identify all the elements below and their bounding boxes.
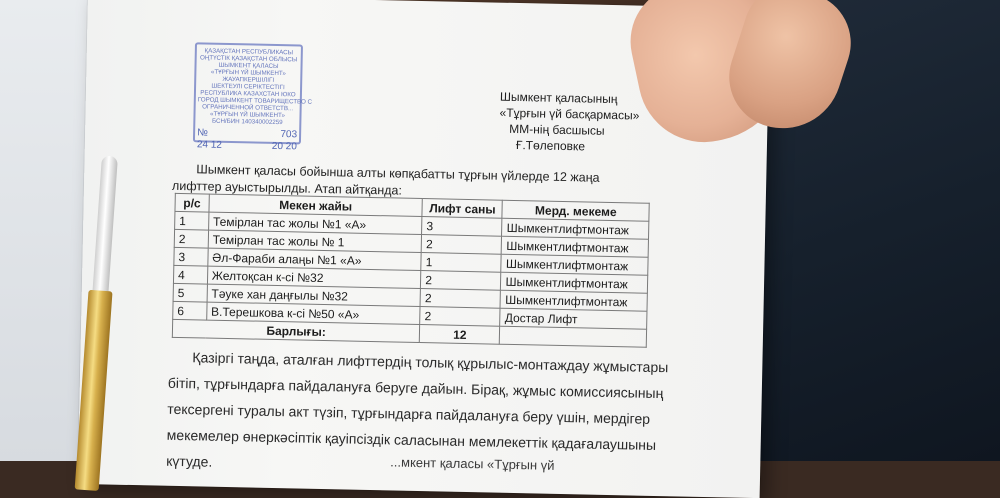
row-org: Достар Лифт	[500, 308, 647, 329]
row-address: В.Терешкова к-сі №50 «А»	[206, 302, 420, 324]
row-count: 2	[420, 307, 501, 327]
stamp-number-value: 703	[280, 129, 298, 141]
body-text: Қазіргі таңда, аталған лифттердің толық құрылыс-монтаждау жұмыстары бітіп, тұрғындарға пайдалануға беруге дайын. Бірақ, жұмыс комиссиясының тексергені туралы акт түзіп, тұрғындарға пайдалануға беру үшін, мердігер мекемелер өнеркәсіптік қауіпсіздік саласынан мемлекеттік қадағалаушыны күтуде.	[166, 349, 669, 470]
row-count: 2	[420, 289, 501, 309]
row-org: Шымкентлифтмонтаж	[501, 254, 648, 275]
row-count: 1	[421, 253, 502, 273]
row-org: Шымкентлифтмонтаж	[502, 218, 649, 239]
row-number: 1	[175, 211, 209, 230]
stamp-line: БСН/БИН 140340002259	[211, 117, 283, 127]
stamp-line: ОҢТҮСТІК ҚАЗАҚСТАН ОБЛЫСЫ	[199, 54, 298, 64]
addressee-line: Шымкент қаласының	[499, 89, 618, 107]
row-number: 3	[174, 247, 208, 266]
lift-table	[172, 193, 650, 348]
row-org: Шымкентлифтмонтаж	[502, 236, 649, 257]
addressee-line: «Тұрғын үй басқармасы»	[499, 105, 640, 123]
stamp-date-row	[196, 139, 297, 153]
row-org: Шымкентлифтмонтаж	[501, 272, 648, 293]
row-number: 2	[174, 229, 208, 248]
stamp-line: РЕСПУБЛИКА КАЗАХСТАН ЮКО	[200, 89, 296, 99]
stamp-number-row	[197, 127, 298, 141]
column-header: Лифт саны	[422, 199, 503, 219]
row-count: 2	[421, 271, 502, 291]
row-org: Шымкентлифтмонтаж	[500, 290, 647, 311]
stamp-line: ҚАЗАҚСТАН РЕСПУБЛИКАСЫ	[204, 47, 294, 57]
row-address: Темірлан тас жолы № 1	[208, 230, 422, 252]
row-address: Тәуке хан даңғылы №32	[207, 284, 421, 306]
row-address: Желтоқсан к-сі №32	[207, 266, 421, 288]
official-stamp	[193, 42, 313, 153]
stamp-line: ШЕКТЕУЛІ СЕРІКТЕСТІГІ	[211, 82, 285, 92]
stamp-number-label: №	[197, 127, 208, 139]
stamp-year-value: 20 20	[271, 140, 297, 153]
intro-text: Шымкент қаласы бойынша алты көпқабатты тұрғын үйлерде 12 жаңа лифттер ауыстырылды. Атап айтқанда:	[171, 162, 600, 198]
stamp-line: ШЫМКЕНТ ҚАЛАСЫ	[218, 61, 279, 71]
total-value: 12	[420, 325, 501, 345]
stamp-line: «ТҰРҒЫН ҮЙ ШЫМКЕНТ»	[210, 68, 286, 78]
column-header: р/с	[175, 193, 209, 212]
row-number: 4	[173, 265, 207, 284]
total-label: Барлығы:	[172, 319, 420, 342]
column-header: Мекен жайы	[209, 194, 423, 216]
total-empty-cell	[500, 326, 647, 347]
stamp-line: ОГРАНИЧЕННОЙ ОТВЕТСТВ...	[202, 103, 294, 113]
partial-next-line: ...мкент қаласы «Тұрғын үй	[390, 454, 555, 473]
addressee-line: Ғ.Төлеповке	[515, 137, 586, 154]
stamp-line: ЖАУАПКЕРШІЛІГІ	[222, 75, 275, 84]
pen-cap	[92, 155, 118, 296]
row-address: Әл-Фараби алаңы №1 «А»	[208, 248, 422, 270]
row-address: Темірлан тас жолы №1 «А»	[208, 212, 422, 234]
stamp-line: «ТҰРҒЫН ҮЙ ШЫМКЕНТ»	[210, 110, 286, 120]
row-count: 2	[421, 235, 502, 255]
stamp-date-value: 24 12	[196, 139, 223, 151]
stamp-line: ГОРОД ШЫМКЕНТ ТОВАРИЩЕСТВО С	[197, 96, 313, 106]
row-number: 6	[173, 301, 207, 320]
addressee-line: ММ-нің басшысы	[509, 121, 605, 138]
column-header: Мерд. мекеме	[502, 200, 649, 221]
row-count: 3	[422, 217, 503, 237]
row-number: 5	[173, 283, 207, 302]
